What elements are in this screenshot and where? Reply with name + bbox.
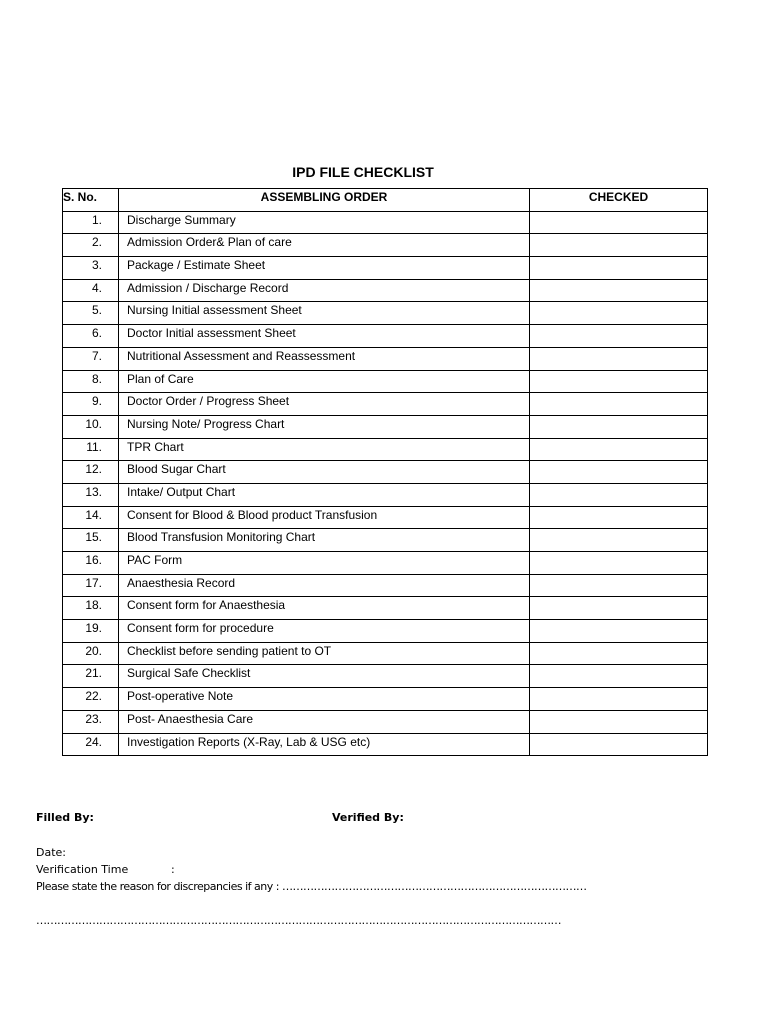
table-row	[63, 529, 708, 552]
verification-time-label: Verification Time	[36, 863, 129, 876]
row-serial-number: 22.	[63, 688, 119, 711]
table-row	[63, 461, 708, 484]
row-assembling-item: Surgical Safe Checklist	[119, 665, 530, 688]
table-row	[63, 710, 708, 733]
row-serial-number: 21.	[63, 665, 119, 688]
row-serial-number: 9.	[63, 393, 119, 416]
row-checked-cell[interactable]	[530, 552, 708, 575]
row-assembling-item: Admission / Discharge Record	[119, 279, 530, 302]
table-row	[63, 257, 708, 280]
column-header-sno: S. No.	[63, 189, 119, 212]
row-assembling-item: Discharge Summary	[119, 211, 530, 234]
table-row	[63, 620, 708, 643]
row-assembling-item: Consent form for Anaesthesia	[119, 597, 530, 620]
row-serial-number: 15.	[63, 529, 119, 552]
row-assembling-item: Doctor Order / Progress Sheet	[119, 393, 530, 416]
date-label: Date:	[36, 846, 66, 859]
row-serial-number: 4.	[63, 279, 119, 302]
row-checked-cell[interactable]	[530, 257, 708, 280]
row-serial-number: 6.	[63, 325, 119, 348]
row-assembling-item: Blood Sugar Chart	[119, 461, 530, 484]
table-row	[63, 234, 708, 257]
table-row	[63, 597, 708, 620]
table-row	[63, 347, 708, 370]
row-serial-number: 1.	[63, 211, 119, 234]
checklist-table	[62, 188, 708, 756]
row-serial-number: 7.	[63, 347, 119, 370]
row-checked-cell[interactable]	[530, 347, 708, 370]
row-serial-number: 19.	[63, 620, 119, 643]
row-checked-cell[interactable]	[530, 279, 708, 302]
row-checked-cell[interactable]	[530, 710, 708, 733]
row-serial-number: 8.	[63, 370, 119, 393]
table-row	[63, 393, 708, 416]
table-row	[63, 438, 708, 461]
table-row	[63, 325, 708, 348]
row-assembling-item: Nursing Note/ Progress Chart	[119, 415, 530, 438]
row-checked-cell[interactable]	[530, 483, 708, 506]
row-checked-cell[interactable]	[530, 325, 708, 348]
column-header-checked: CHECKED	[530, 189, 708, 212]
row-assembling-item: Consent form for procedure	[119, 620, 530, 643]
row-serial-number: 16.	[63, 552, 119, 575]
table-row	[63, 552, 708, 575]
row-assembling-item: PAC Form	[119, 552, 530, 575]
table-header-row	[63, 189, 708, 212]
row-checked-cell[interactable]	[530, 688, 708, 711]
row-checked-cell[interactable]	[530, 370, 708, 393]
verified-by-label: Verified By:	[332, 811, 404, 824]
table-row	[63, 302, 708, 325]
row-checked-cell[interactable]	[530, 574, 708, 597]
table-row	[63, 211, 708, 234]
row-checked-cell[interactable]	[530, 529, 708, 552]
table-row	[63, 733, 708, 756]
row-checked-cell[interactable]	[530, 211, 708, 234]
discrepancy-prompt: Please state the reason for discrepancies if any : ……………………………………………………………………………	[36, 880, 587, 893]
row-assembling-item: Doctor Initial assessment Sheet	[119, 325, 530, 348]
row-assembling-item: Blood Transfusion Monitoring Chart	[119, 529, 530, 552]
row-serial-number: 17.	[63, 574, 119, 597]
table-row	[63, 642, 708, 665]
row-serial-number: 24.	[63, 733, 119, 756]
row-assembling-item: Post- Anaesthesia Care	[119, 710, 530, 733]
row-assembling-item: TPR Chart	[119, 438, 530, 461]
row-checked-cell[interactable]	[530, 393, 708, 416]
row-serial-number: 13.	[63, 483, 119, 506]
table-row	[63, 665, 708, 688]
row-assembling-item: Plan of Care	[119, 370, 530, 393]
row-assembling-item: Investigation Reports (X-Ray, Lab & USG etc)	[119, 733, 530, 756]
row-assembling-item: Package / Estimate Sheet	[119, 257, 530, 280]
row-assembling-item: Checklist before sending patient to OT	[119, 642, 530, 665]
column-header-assembling-order: ASSEMBLING ORDER	[119, 189, 530, 212]
row-serial-number: 10.	[63, 415, 119, 438]
row-serial-number: 11.	[63, 438, 119, 461]
row-assembling-item: Intake/ Output Chart	[119, 483, 530, 506]
table-row	[63, 574, 708, 597]
discrepancy-line: ……………………………………………………………………………………………………………………………………	[36, 914, 561, 927]
row-serial-number: 20.	[63, 642, 119, 665]
row-assembling-item: Post-operative Note	[119, 688, 530, 711]
row-assembling-item: Anaesthesia Record	[119, 574, 530, 597]
row-checked-cell[interactable]	[530, 506, 708, 529]
row-checked-cell[interactable]	[530, 620, 708, 643]
table-row	[63, 279, 708, 302]
row-assembling-item: Admission Order& Plan of care	[119, 234, 530, 257]
table-row	[63, 483, 708, 506]
row-checked-cell[interactable]	[530, 597, 708, 620]
row-serial-number: 23.	[63, 710, 119, 733]
row-checked-cell[interactable]	[530, 415, 708, 438]
row-checked-cell[interactable]	[530, 234, 708, 257]
row-serial-number: 3.	[63, 257, 119, 280]
table-row	[63, 688, 708, 711]
table-row	[63, 370, 708, 393]
row-serial-number: 5.	[63, 302, 119, 325]
row-serial-number: 2.	[63, 234, 119, 257]
filled-by-label: Filled By:	[36, 811, 94, 824]
verification-time-colon: :	[171, 863, 175, 876]
row-checked-cell[interactable]	[530, 302, 708, 325]
row-assembling-item: Consent for Blood & Blood product Transfusion	[119, 506, 530, 529]
row-serial-number: 14.	[63, 506, 119, 529]
row-serial-number: 12.	[63, 461, 119, 484]
row-checked-cell[interactable]	[530, 665, 708, 688]
table-row	[63, 415, 708, 438]
row-serial-number: 18.	[63, 597, 119, 620]
row-checked-cell[interactable]	[530, 642, 708, 665]
table-row	[63, 506, 708, 529]
row-checked-cell[interactable]	[530, 733, 708, 756]
row-assembling-item: Nursing Initial assessment Sheet	[119, 302, 530, 325]
row-checked-cell[interactable]	[530, 438, 708, 461]
row-assembling-item: Nutritional Assessment and Reassessment	[119, 347, 530, 370]
page-title: IPD FILE CHECKLIST	[292, 164, 434, 180]
row-checked-cell[interactable]	[530, 461, 708, 484]
